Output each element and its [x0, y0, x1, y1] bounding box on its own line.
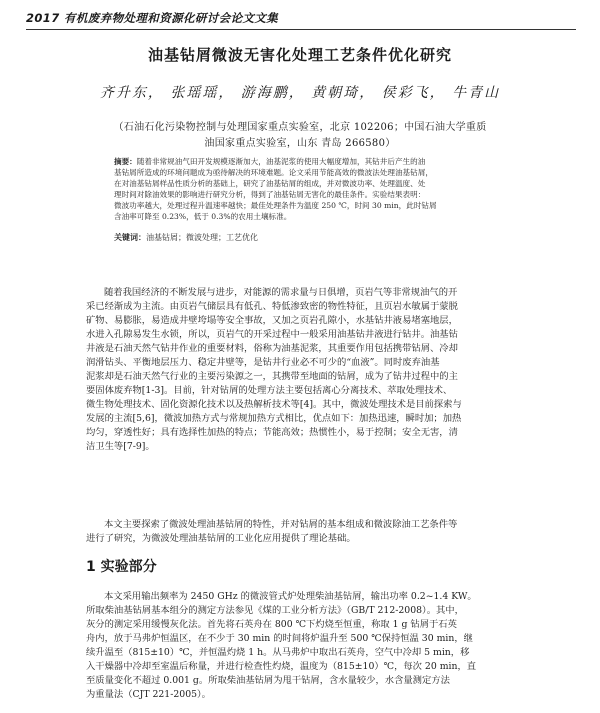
body-line: 至质量变化不超过 0.001 g。所取柴油基钻屑为甩干钻屑，含水量较少，水含量测定方法: [86, 675, 450, 686]
body-line: 进行了研究，为微波处理油基钻屑的工业化应用提供了理论基础。: [86, 533, 356, 544]
running-header: 2017 有机废弃物处理和资源化研讨会论文文集: [26, 11, 279, 25]
body-line: 灰分的测定采用缓慢灰化法。首先将石英舟在 800 ℃下灼烧至恒重，称取 1 g 钻屑于石英: [86, 619, 457, 630]
affiliation-line-1: （石油石化污染物控制与处理国家重点实验室，北京 102206；中国石油大学重质: [113, 122, 487, 133]
keywords-text: 油基钻屑；微波处理；工艺优化: [146, 233, 258, 242]
body-line: 均匀，穿透性好；具有选择性加热的特点；节能高效；热惯性小，易于控制；安全无害，清: [86, 427, 458, 438]
body-line: 发展的主流[5,6]，微波加热方式与常规加热方式相比，优点如下：加热迅速，瞬时加；加热: [86, 413, 462, 424]
abstract: [114, 157, 498, 222]
abstract-line: 基钻屑所造成的环境问题成为亟待解决的环境难题。论文采用节能高效的微波法处理油基钻屑，: [114, 167, 433, 177]
body-line: 舟内，放于马弗炉恒温区，在不少于 30 min 的时间将炉温升至 500 ℃保持恒温 30 min，继: [86, 633, 473, 644]
body-line: 微生物处理技术、固化资源化技术以及热解析技术等[4]。其中，微波处理技术是目前探索与: [86, 399, 462, 410]
abstract-line: 在对油基钻屑样品性质分析的基础上，研究了油基钻屑的组成，并对微波功率、处理温度、处: [114, 178, 426, 188]
abstract-label: 摘要：: [114, 157, 137, 166]
abstract-line: 含油率可降至 0.23%，低于 0.3%的农用土壤标准。: [114, 211, 292, 221]
body-line: 所取柴油基钻屑基本组分的测定方法参见《煤的工业分析方法》（GB/T 212-2008）。其中，: [86, 605, 464, 616]
body-line: 续升温至（815±10）℃，并恒温灼烧 1 h。从马弗炉中取出石英舟，空气中冷却 5 min，移: [86, 647, 470, 658]
body-line: 洁卫生等[7-9]。: [86, 441, 155, 452]
keywords-label: 关键词：: [114, 232, 146, 242]
body-line: 矿物、易膨胀，易造成井壁垮塌等安全事故，又加之页岩孔隙小，水基钻井液易堵塞地层，: [86, 315, 458, 326]
body-line: 水进入孔隙易发生水锁，所以，页岩气的开采过程中一般采用油基钻井液进行钻井。油基钻: [86, 329, 458, 340]
body-line: 为重量法（CJT 221-2005）。: [86, 689, 211, 700]
body-line: 本文主要探索了微波处理油基钻屑的特性，并对钻屑的基本组成和微波除油工艺条件等: [104, 519, 458, 530]
body-line: 入干燥器中冷却至室温后称量，并进行检查性灼烧，温度为（815±10）℃，每次 20 min，直: [86, 661, 477, 672]
abstract-line: 摘要：随着非常规油气田开发规模逐渐加大，油基泥浆的使用大幅度增加，其钻井后产生的油: [114, 157, 426, 166]
affiliation-line-2: 油国家重点实验室，山东 青岛 266580）: [204, 138, 396, 149]
keywords: [114, 232, 498, 243]
abstract-line: 理时间对除油效果的影响进行研究分析，得到了油基钻屑无害化的最佳条件。实验结果表明：: [114, 189, 426, 199]
paper-title: 油基钻屑微波无害化处理工艺条件优化研究: [147, 46, 452, 64]
header-rule: [26, 29, 576, 30]
body-line: 井液是石油天然气钻井作业的重要材料，俗称为油基泥浆，其重要作用包括携带钻屑、冷却: [86, 343, 458, 354]
abstract-line: 微波功率越大，处理过程升温速率越快；最佳处理条件为温度 250 ℃，时间 30 min，此时钻屑: [114, 200, 437, 210]
section-heading-experiment: 1 实验部分: [86, 559, 157, 575]
body-line: 润滑钻头、平衡地层压力、稳定井壁等，是钻井行业必不可少的“血液”。同时废弃油基: [86, 357, 440, 368]
body-line: 本文采用输出频率为 2450 GHz 的微波管式炉处理柴油基钻屑，输出功率 0.2~1.4 KW。: [104, 591, 477, 602]
author-list: 齐升东， 张瑶瑶， 游海鹏， 黄朝琦， 侯彩飞， 牛青山: [99, 85, 501, 101]
experiment-paragraph-2: [86, 674, 516, 702]
body-line: 采已经渐成为主流。由页岩气储层具有低孔、特低渗致密的物性特征，且页岩水敏属于蒙脱: [86, 301, 458, 312]
introduction-paragraph: [86, 286, 516, 454]
body-line: 泥浆却是石油天然气行业的主要污染源之一，其携带至地面的钻屑，成为了钻井过程中的主: [86, 371, 458, 382]
experiment-paragraph: [86, 590, 516, 674]
body-line: 随着我国经济的不断发展与进步，对能源的需求量与日俱增，页岩气等非常规油气的开: [104, 287, 458, 298]
body-line: 要固体废弃物[1-3]。目前，针对钻屑的处理方法主要包括离心分离技术、萃取处理技术、: [86, 385, 453, 396]
introduction-paragraph-2: [86, 518, 516, 546]
